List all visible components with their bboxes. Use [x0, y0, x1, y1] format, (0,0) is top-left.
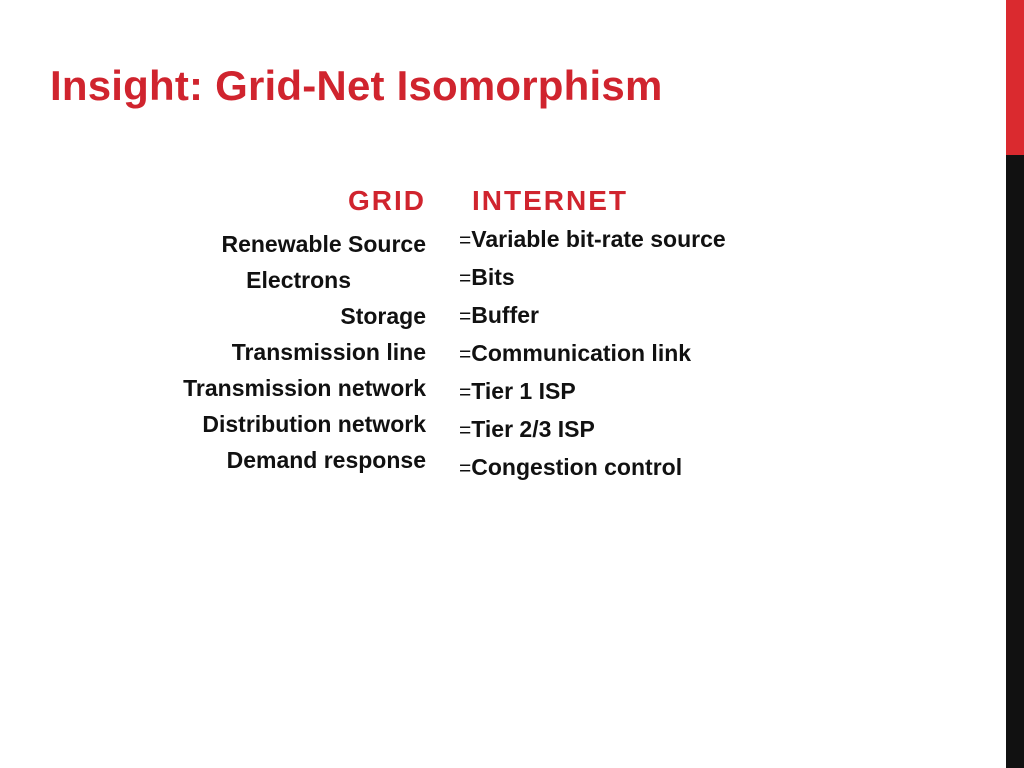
grid-term: Electrons — [246, 267, 351, 293]
equals-sign: = — [459, 305, 472, 328]
internet-term-row — [459, 259, 726, 297]
internet-term-list — [459, 221, 726, 487]
internet-term: Tier 2/3 ISP — [471, 416, 595, 442]
grid-column-header: GRID — [348, 185, 426, 216]
internet-term-row — [459, 297, 726, 335]
grid-term: Transmission network — [183, 375, 426, 401]
internet-term-row — [459, 335, 726, 373]
grid-term: Transmission line — [231, 339, 426, 365]
internet-term: Buffer — [471, 302, 539, 328]
equals-sign: = — [459, 229, 472, 252]
grid-term: Distribution network — [202, 411, 426, 437]
grid-term: Renewable Source — [221, 231, 426, 257]
slide-title: Insight: Grid-Net Isomorphism — [50, 62, 663, 109]
internet-term: Communication link — [471, 340, 692, 366]
internet-term-row — [459, 221, 726, 259]
equals-sign: = — [459, 381, 472, 404]
grid-term: Storage — [340, 303, 426, 329]
internet-term: Congestion control — [471, 454, 683, 480]
equals-sign: = — [459, 457, 472, 480]
internet-term: Variable bit-rate source — [471, 226, 726, 252]
internet-column-header: INTERNET — [472, 185, 628, 216]
equals-sign: = — [459, 267, 472, 290]
internet-term-row — [459, 373, 726, 411]
internet-term: Bits — [471, 264, 515, 290]
grid-term-list — [183, 226, 426, 478]
sidebar-accent-red — [1006, 0, 1024, 155]
grid-term: Demand response — [226, 447, 426, 473]
internet-term-row — [459, 411, 726, 449]
sidebar-accent-black — [1006, 155, 1024, 768]
equals-sign: = — [459, 343, 472, 366]
internet-term: Tier 1 ISP — [471, 378, 576, 404]
internet-term-row — [459, 449, 726, 487]
equals-sign: = — [459, 419, 472, 442]
